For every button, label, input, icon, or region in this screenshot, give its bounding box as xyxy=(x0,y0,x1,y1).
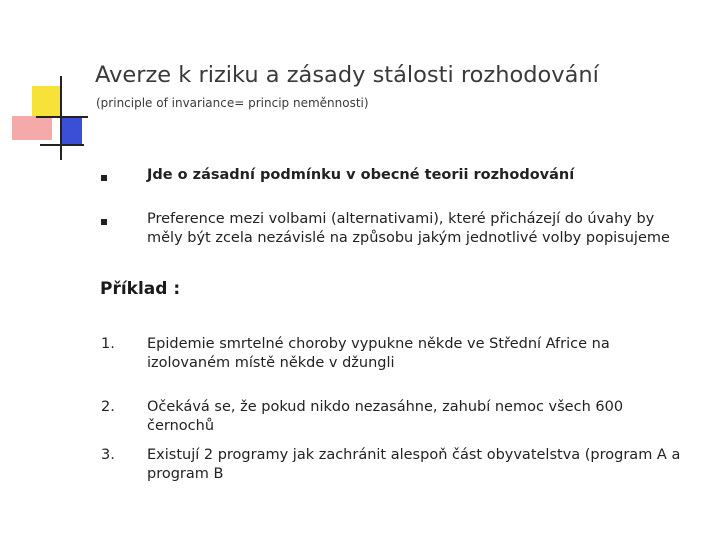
bullet-icon xyxy=(101,219,107,225)
list-number: 2. xyxy=(101,399,115,415)
bullet-text: Preference mezi volbami (alternativami), které přicházejí do úvahy by měly být zcela nezávislé na způsobu jakým jednotlivé volby popisujeme xyxy=(147,211,670,246)
decorative-horizontal-line xyxy=(40,144,84,146)
decorative-yellow-square xyxy=(32,86,62,116)
bullet-icon xyxy=(101,175,107,181)
decorative-blue-square xyxy=(60,116,82,146)
bullet-text: Jde o zásadní podmínku v obecné teorii rozhodování xyxy=(147,167,575,183)
list-item-text: Epidemie smrtelné choroby vypukne někde ve Střední Africe na izolovaném místě někde v džungli xyxy=(147,336,610,371)
list-number: 3. xyxy=(101,447,115,463)
example-heading: Příklad : xyxy=(100,279,181,299)
list-number: 1. xyxy=(101,336,115,352)
decorative-red-square xyxy=(12,116,52,140)
list-item-text: Očekává se, že pokud nikdo nezasáhne, zahubí nemoc všech 600 černochů xyxy=(147,399,624,434)
decorative-horizontal-line xyxy=(36,116,88,118)
decorative-vertical-line xyxy=(60,76,62,160)
slide-title: Averze k riziku a zásady stálosti rozhodování xyxy=(95,62,599,88)
slide-subtitle: (principle of invariance= princip neměnnosti) xyxy=(96,96,369,110)
list-item-text: Existují 2 programy jak zachránit alespoň část obyvatelstva (program A a program B xyxy=(147,447,681,482)
